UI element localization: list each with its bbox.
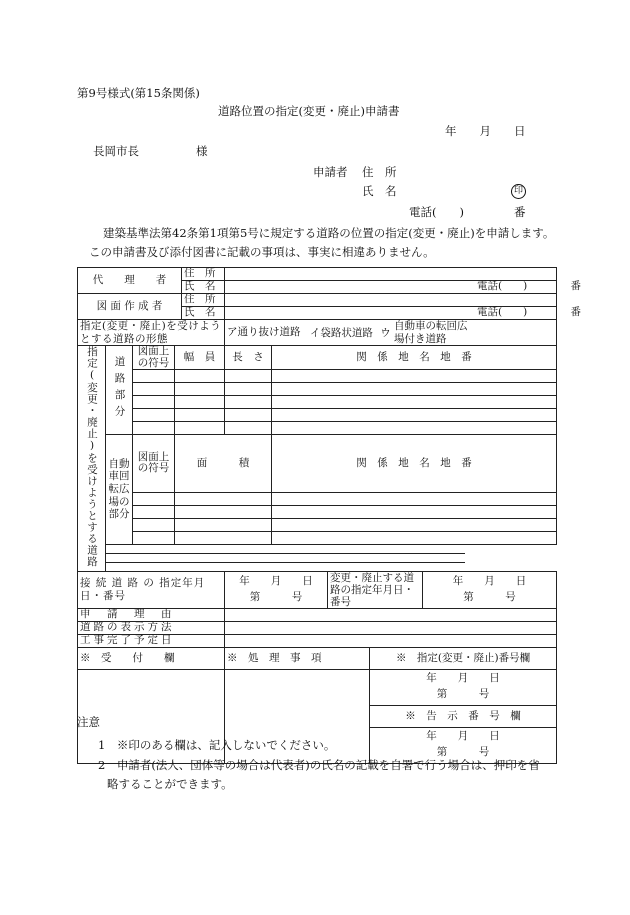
addressee-sama: 様	[196, 144, 208, 158]
road-row-3-lot[interactable]	[272, 396, 557, 409]
shape-option-a[interactable]: ア通り抜け道路	[227, 326, 301, 339]
road-length-header: 長 さ	[225, 346, 272, 370]
drafter-label: 図 面 作 成 者	[78, 294, 182, 320]
spacer-row	[106, 544, 465, 553]
notice-ymd: 年 月 日	[426, 730, 500, 743]
applicant-name-label: 氏 名	[362, 184, 397, 198]
road-row-1-lot[interactable]	[272, 370, 557, 383]
turn-row-1-lot[interactable]	[272, 492, 557, 505]
turn-row-2-lot[interactable]	[272, 505, 557, 518]
road-width-header: 幅 員	[175, 346, 225, 370]
connect-road-label: 接 続 道 路 の 指定年月日・番号	[78, 571, 225, 608]
road-row-3-symbol[interactable]	[133, 396, 175, 409]
turn-row-1-symbol[interactable]	[133, 492, 175, 505]
completion-label: 工事完了予定日	[78, 634, 225, 647]
form-number: 第9号様式(第15条関係)	[77, 86, 200, 100]
turn-row-3-area[interactable]	[175, 518, 272, 531]
applicant-label: 申請者	[313, 165, 348, 179]
reason-label: 申 請 理 由	[78, 608, 225, 621]
display-method-field[interactable]	[225, 621, 557, 634]
applicant-phone-ban: 番	[514, 205, 526, 219]
change-road-ymd: 年 月 日	[452, 574, 527, 587]
change-road-number: 第 号	[463, 590, 516, 603]
road-row-3-width[interactable]	[175, 396, 225, 409]
connect-road-number: 第 号	[249, 590, 303, 603]
note-1: 1 ※印のある欄は、記入しないでください。	[98, 738, 336, 752]
agent-label: 代 理 者	[78, 268, 182, 294]
designation-number: 第 号	[436, 688, 490, 701]
turn-area-header: 面 積	[175, 435, 272, 492]
road-row-5-length[interactable]	[225, 422, 272, 435]
processing-header: ※ 処 理 事 項	[225, 647, 370, 669]
spacer-row	[106, 562, 465, 571]
road-row-4-length[interactable]	[225, 409, 272, 422]
notes-heading: 注意	[77, 715, 100, 729]
drafter-phone-ban: 番	[570, 306, 582, 319]
designation-number-field	[370, 669, 557, 705]
road-shape-options[interactable]	[225, 320, 557, 346]
applicant-phone-label: 電話( )	[409, 205, 464, 219]
seal-icon: 印	[511, 184, 526, 199]
agent-phone-ban: 番	[570, 280, 582, 293]
agent-name-field[interactable]	[225, 280, 582, 294]
road-map-symbol-header: 図面上の符号	[133, 346, 175, 370]
turn-row-2-symbol[interactable]	[133, 505, 175, 518]
connect-road-date-field[interactable]	[225, 571, 328, 608]
road-row-3-length[interactable]	[225, 396, 272, 409]
turn-row-3-lot[interactable]	[272, 518, 557, 531]
agent-phone-label: 電話( )	[477, 280, 528, 293]
turn-part-label: 自動車回転広場の部分	[106, 435, 133, 544]
road-row-2-lot[interactable]	[272, 383, 557, 396]
road-row-4-symbol[interactable]	[133, 409, 175, 422]
seal-mark	[511, 184, 526, 199]
form-title: 道路位置の指定(変更・廃止)申請書	[218, 104, 400, 118]
drafter-address-label: 住 所	[182, 294, 225, 307]
drafter-address-field[interactable]	[225, 294, 557, 307]
road-row-1-length[interactable]	[225, 370, 272, 383]
agent-address-field[interactable]	[225, 268, 557, 281]
drafter-phone-label: 電話( )	[477, 306, 528, 319]
turn-row-2-area[interactable]	[175, 505, 272, 518]
road-row-5-lot[interactable]	[272, 422, 557, 435]
road-row-1-width[interactable]	[175, 370, 225, 383]
application-table	[77, 267, 582, 764]
road-row-2-symbol[interactable]	[133, 383, 175, 396]
road-row-4-lot[interactable]	[272, 409, 557, 422]
addressee: 長岡市長	[93, 144, 139, 158]
road-row-4-width[interactable]	[175, 409, 225, 422]
turn-map-symbol-header: 図面上の符号	[133, 435, 175, 492]
road-shape-label: 指定(変更・廃止)を受けようとする道路の形態	[78, 320, 225, 346]
road-row-5-width[interactable]	[175, 422, 225, 435]
turn-row-4-symbol[interactable]	[133, 531, 175, 544]
completion-field[interactable]	[225, 634, 557, 647]
road-row-5-symbol[interactable]	[133, 422, 175, 435]
road-vertical-label: 指定(変更・廃止)を受けようとする道路	[78, 346, 106, 572]
turn-row-4-lot[interactable]	[272, 531, 557, 544]
road-row-2-width[interactable]	[175, 383, 225, 396]
change-road-date-field[interactable]	[423, 571, 557, 608]
road-lot-header: 関 係 地 名 地 番	[272, 346, 557, 370]
note-2-line-1: 2 申請者(法人、団体等の場合は代表者)の氏名の記載を自署で行う場合は、押印を省	[98, 758, 540, 772]
agent-name-label: 氏 名	[182, 281, 225, 294]
change-road-label: 変更・廃止する道路の指定年月日・番号	[328, 571, 423, 608]
receipt-header: ※ 受 付 欄	[78, 647, 225, 669]
connect-road-ymd: 年 月 日	[239, 574, 313, 587]
turn-row-4-area[interactable]	[175, 531, 272, 544]
road-part-label: 道路部分	[106, 346, 133, 435]
road-row-1-symbol[interactable]	[133, 370, 175, 383]
statement-2: この申請書及び添付図書に記載の事項は、事実に相違ありません。	[89, 245, 435, 259]
drafter-name-field[interactable]	[225, 306, 582, 320]
turn-row-1-area[interactable]	[175, 492, 272, 505]
date-line: 年 月 日	[445, 124, 526, 138]
notice-number: 第 号	[436, 746, 490, 759]
agent-address-label: 住 所	[182, 268, 225, 281]
drafter-name-label: 氏 名	[182, 307, 225, 320]
shape-option-b[interactable]: イ袋路状道路	[309, 326, 373, 339]
turn-lot-header: 関 係 地 名 地 番	[272, 435, 557, 492]
designation-number-header: ※ 指定(変更・廃止)番号欄	[370, 647, 557, 669]
spacer-row	[106, 553, 465, 562]
designation-ymd: 年 月 日	[426, 672, 500, 685]
applicant-address-label: 住 所	[362, 165, 397, 179]
reason-field[interactable]	[225, 608, 557, 621]
road-row-2-length[interactable]	[225, 383, 272, 396]
display-method-label: 道路の表示方法	[78, 621, 225, 634]
shape-option-c[interactable]: 自動車の転回広場付き道路	[394, 320, 468, 345]
notice-number-header: ※ 告 示 番 号 欄	[370, 705, 557, 727]
turn-row-3-symbol[interactable]	[133, 518, 175, 531]
shape-option-c-mark[interactable]: ウ	[380, 326, 391, 339]
note-2-line-2: 略することができます。	[107, 777, 233, 791]
statement-1: 建築基準法第42条第1項第5号に規定する道路の位置の指定(変更・廃止)を申請します。	[103, 226, 555, 240]
